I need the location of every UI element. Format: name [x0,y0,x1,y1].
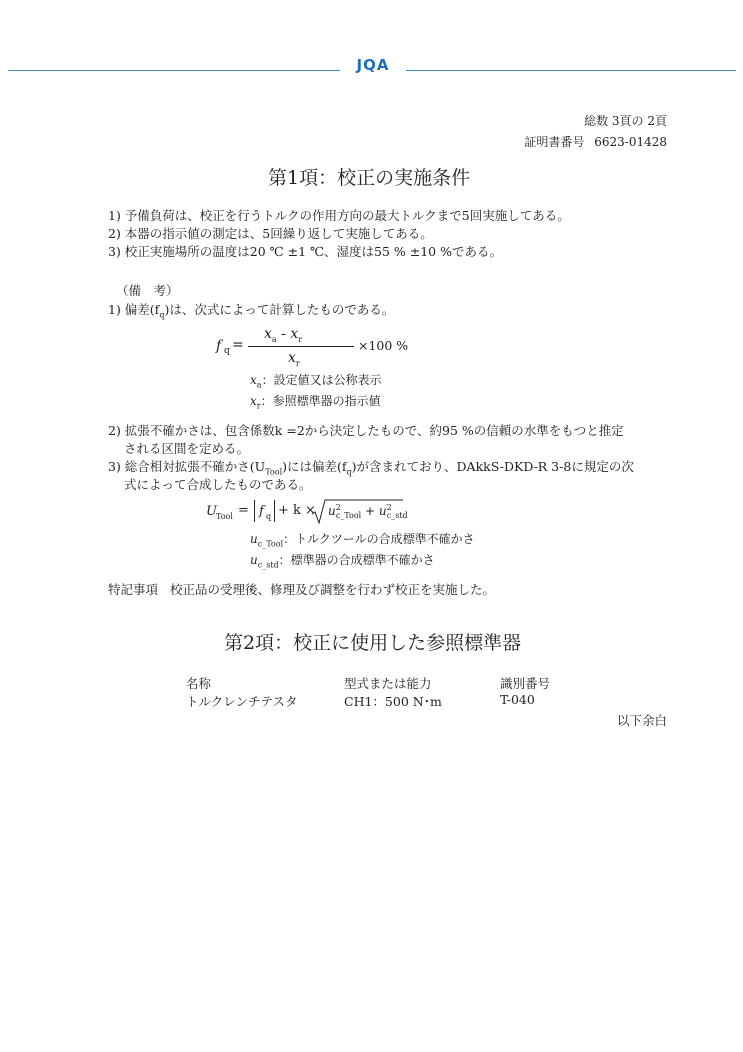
column-header-model: 型式または能力 [344,676,432,691]
section2-title: 第2項：校正に使用した参照標準器 [224,632,522,654]
header-rule-left [8,70,340,71]
fraction-bar [248,346,354,347]
special-notes [108,580,495,598]
special-notes-label: 特記事項 [108,582,159,597]
header-rule-right [406,70,736,71]
definition-uc-std: $u_{c\_std}$：標準器の合成標準不確かさ [250,553,435,570]
condition-item-1: 1) 予備負荷は、校正を行うトルクの作用方向の最大トルクまで5回実施してある。 [108,208,570,223]
remark-3-line-1: 3) 総合相対拡張不確かさ$(U_{Tool})$には偏差$(f_q)$が含まれており、DAkkS-DKD-R 3-8に規定の次 [108,459,634,477]
definition-uc-tool: $u_{c\_Tool}$：トルクツールの合成標準不確かさ [250,532,475,549]
remark-1: 1) 偏差$(f_q)$は、次式によって計算したものである。 [108,302,395,320]
table-row-name: トルクレンチテスタ [186,694,298,709]
definition-xa: $x_a$：設定値又は公称表示 [250,373,382,390]
certificate-number-line [524,133,667,150]
page-count: 総数 3頁の 2頁 [584,114,667,128]
certificate-number: 6623-01428 [594,135,667,149]
definition-xr: $x_r$：参照標準器の指示値 [250,394,381,411]
special-notes-text: 校正品の受理後、修理及び調整を行わず校正を実施した。 [170,582,496,597]
section1-title: 第1項：校正の実施条件 [268,167,471,189]
jqa-logo: JQA [356,56,390,74]
remark-2-line-1: 2) 拡張不確かさは、包含係数k =2から決定したもので、約95 %の信頼の水準をもつと推定 [108,423,624,438]
abs-bar-left [254,500,255,522]
deviation-formula: f q = $x_a - x_r$ $x_r$ ×100 % [216,326,409,368]
condition-item-3: 3) 校正実施場所の温度は20 ℃ ±1 ℃、湿度は55 % ±10 %である。 [108,244,502,259]
table-row-id: T-040 [500,692,535,707]
condition-item-2: 2) 本器の指示値の測定は、5回繰り返して実施してある。 [108,226,433,241]
remark-2-line-2: される区間を定める。 [124,441,250,456]
remarks-label: （備 考） [116,283,179,298]
certificate-label: 証明書番号 [524,135,585,149]
table-row-model: CH1：500 N･m [344,694,442,709]
column-header-id: 識別番号 [500,676,551,691]
column-header-name: 名称 [186,676,212,691]
end-note: 以下余白 [616,713,667,728]
abs-bar-right [274,500,275,522]
remark-3-line-2: 式によって合成したものである。 [124,477,312,492]
uncertainty-formula: U Tool = f q + k × $u^2_{c\_Tool} + u^2_{c\_std}$ [206,498,406,528]
